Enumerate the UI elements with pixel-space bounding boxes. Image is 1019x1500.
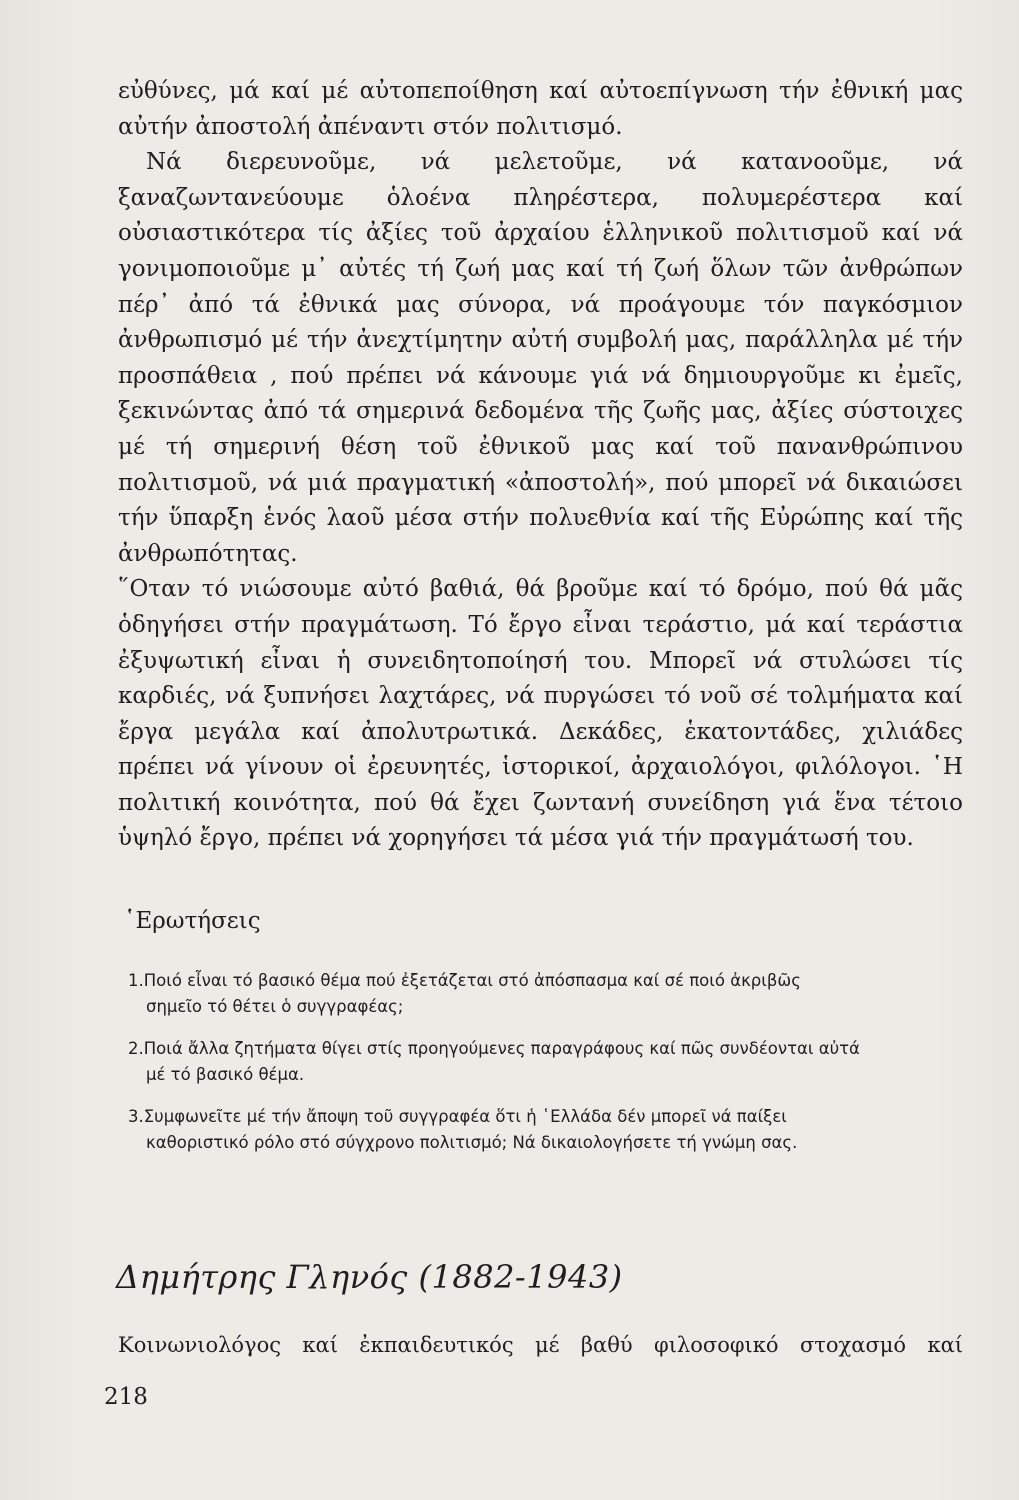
question-text-continued: καθοριστικό ρόλο στό σύγχρονο πολιτισμό; Νά δικαιολογήσετε τή γνώμη σας. (146, 1133, 798, 1152)
question-number: 2. (128, 1039, 144, 1058)
paragraph: Νά διερευνοῦμε, νά μελετοῦμε, νά κατανοοῦμε, νά ξαναζωντανεύουμε ὁλοένα πληρέστερα, πολυμερέστερα καί οὐσιαστικότερα τίς ἀξίες τοῦ ἀρχαίου ἑλληνικοῦ πολιτισμοῦ καί νά γονιμοποιοῦμε μ᾿ αὐτές τή ζωή μας καί τή ζωή ὅλων τῶν ἀνθρώπων πέρ᾿ ἀπό τά ἐθνικά μας σύνορα, νά προάγουμε τόν παγκόσμιον ἀνθρωπισμό μέ τήν ἀνεχτίμητην αὐτή συμβολή μας, παράλληλα μέ τήν προσπάθεια , πού πρέπει νά κάνουμε γιά νά δημιουργοῦμε κι ἐμεῖς, ξεκινώντας ἀπό τά σημερινά δεδομένα τῆς ζωῆς μας, ἀξίες σύστοιχες μέ τή σημερινή θέση τοῦ ἐθνικοῦ μας καί τοῦ πανανθρώπινου πολιτισμοῦ, νά μιά πραγματική «ἀποστολή», πού μπορεῖ νά δικαιώσει τήν ὕπαρξη ἑνός λαοῦ μέσα στήν πολυεθνία καί τῆς Εὐρώπης καί τῆς ἀνθρωπότητας. (118, 149, 963, 567)
question-number: 3. (128, 1107, 144, 1126)
question-item (128, 1036, 958, 1088)
body-text (118, 74, 963, 857)
question-text: Ποιά ἄλλα ζητήματα θίγει στίς προηγούμενες παραγράφους καί πῶς συνδέονται αὐτά (143, 1039, 860, 1058)
page-number: 218 (104, 1384, 148, 1410)
paragraph: ῞Οταν τό νιώσουμε αὐτό βαθιά, θά βροῦμε καί τό δρόμο, πού θά μᾶς ὁδηγήσει στήν πραγμάτωση. Τό ἔργο εἶναι τεράστιο, μά καί τεράστια ἐξυψωτική εἶναι ἡ συνειδητοποίησή του. Μπορεῖ νά στυλώσει τίς καρδιές, νά ξυπνήσει λαχτάρες, νά πυργώσει τό νοῦ σέ τολμήματα καί ἔργα μεγάλα καί ἀπολυτρωτικά. Δεκάδες, ἑκατοντάδες, χιλιάδες πρέπει νά γίνουν οἱ ἐρευνητές, ἱστορικοί, ἀρχαιολόγοι, φιλόλογοι. ῾Η πολιτική κοινότητα, πού θά ἔχει ζωντανή συνείδηση γιά ἕνα τέτοιο ὑψηλό ἔργο, πρέπει νά χορηγήσει τά μέσα γιά τήν πραγμάτωσή του. (118, 576, 963, 852)
author-bio: Κοινωνιολόγος καί ἐκπαιδευτικός μέ βαθύ φιλοσοφικό στοχασμό καί (118, 1333, 963, 1357)
question-text: Συμφωνεῖτε μέ τήν ἄποψη τοῦ συγγραφέα ὅτι ἡ ῾Ελλάδα δέν μπορεῖ νά παίξει (143, 1107, 787, 1126)
question-text-continued: σημεῖο τό θέτει ὁ συγγραφέας; (146, 997, 404, 1016)
questions-heading: ῾Ερωτήσεις (124, 908, 261, 934)
question-item (128, 1104, 958, 1156)
question-item (128, 968, 958, 1020)
questions-list (128, 968, 958, 1172)
question-text: Ποιό εἶναι τό βασικό θέμα πού ἐξετάζεται στό ἀπόσπασμα καί σέ ποιό ἀκριβῶς (143, 971, 801, 990)
author-heading: Δημήτρης Γληνός (1882-1943) (116, 1258, 623, 1296)
paragraph-continuation: εὐθύνες, μά καί μέ αὐτοπεποίθηση καί αὐτοεπίγνωση τήν ἐθνική μας αὐτήν ἀποστολή ἀπέναντι στόν πολιτισμό. (118, 78, 963, 140)
question-text-continued: μέ τό βασικό θέμα. (146, 1065, 305, 1084)
question-number: 1. (128, 971, 144, 990)
